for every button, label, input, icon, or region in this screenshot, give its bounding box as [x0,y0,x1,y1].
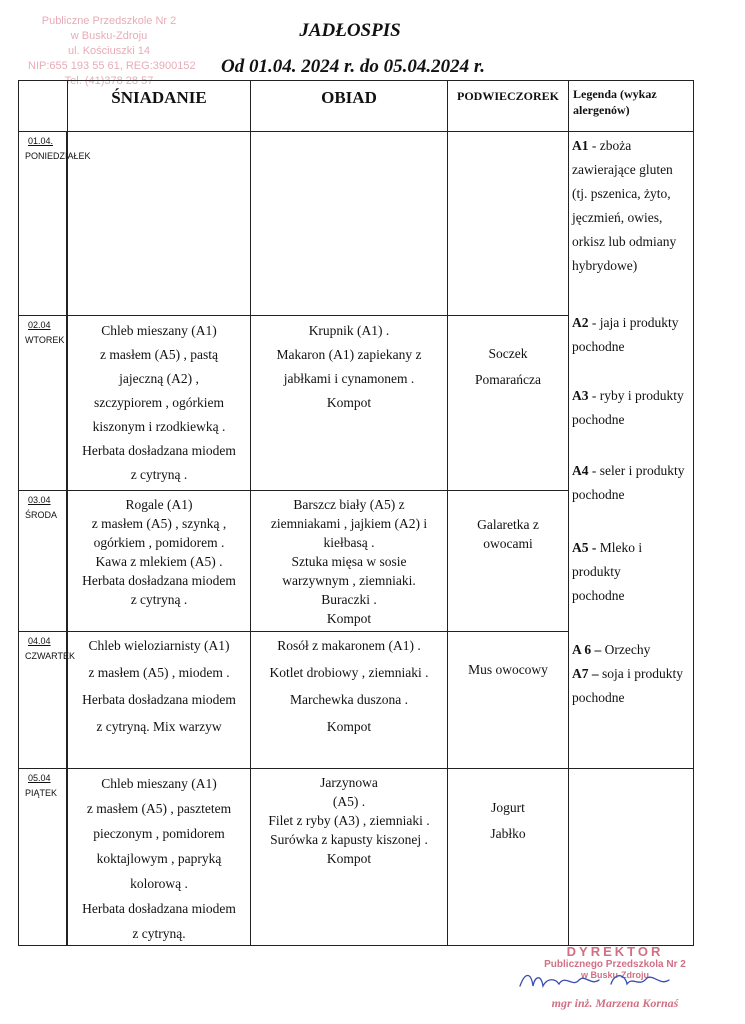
legend-text: - ryby i produkty pochodne [572,388,684,427]
meal-line: jajeczną (A2) , [119,371,199,386]
legend-entry-a1 [572,134,690,278]
meal-line: Herbata dosładzana miodem [82,692,236,707]
day-date: 01.04. [28,136,54,146]
day-date: 02.04 [28,320,51,330]
meal-line: Chleb wieloziarnisty (A1) [88,638,230,653]
stamp-line: mgr inż. Marzena Kornaś [551,996,679,1010]
snack-cell-tuesday [447,315,569,491]
meal-line: Marchewka duszona . [289,692,409,707]
meal-line: z cytryną. [132,926,186,941]
day-cell-monday [18,131,91,316]
legend-text: - jaja i produkty pochodne [572,315,679,354]
legend-entry-a5 [572,536,662,608]
meal-line: Kawa z mlekiem (A5) . [95,554,223,569]
meal-line: Buraczki . [321,592,377,607]
meal-line: ogórkiem , pomidorem . [93,535,225,550]
signature-icon [515,968,675,994]
legend-text: - seler i produkty pochodne [572,463,685,502]
legend-entry-a4 [572,459,690,507]
snack-cell-thursday [447,631,569,769]
header-breakfast: ŚNIADANIE [67,80,251,132]
day-name: ŚRODA [25,510,58,520]
breakfast-cell-tuesday [67,315,251,491]
meal-line: Chleb mieszany (A1) [101,323,217,338]
day-name: PIĄTEK [25,788,58,798]
stamp-line: DYREKTOR [566,944,664,959]
meal-line: (A5) . [332,794,366,809]
legend-entry-a6 [572,638,690,662]
legend-code: A2 [572,315,589,330]
stamp-line: w Busku-Zdroju [70,30,148,42]
day-cell-wednesday [18,490,67,632]
breakfast-cell-thursday [67,631,251,769]
meal-line: Herbata dosładzana miodem [82,443,236,458]
meal-line: Jarzynowa [320,775,378,790]
meal-line: Herbata dosładzana miodem [82,573,236,588]
meal-line: z masłem (A5) , pasztetem [86,801,232,816]
meal-line: Jabłko [490,826,526,841]
lunch-cell-friday [250,768,448,946]
meal-line: z cytryną . [130,467,188,482]
meal-line: koktajlowym , papryką [96,851,222,866]
day-name: PONIEDZIAŁEK [25,151,91,161]
stamp-line: w Busku-Zdroju [581,970,649,980]
legend-entry-a2 [572,311,690,359]
stamp-line: ul. Kościuszki 14 [68,45,150,57]
lunch-cell-wednesday [250,490,448,632]
legend-text: Orzechy [601,642,651,657]
stamp-line: Tel. (41)378 28 57 [64,75,154,87]
meal-line: Filet z ryby (A3) , ziemniaki . [268,813,430,828]
meal-line: Jogurt [491,800,525,815]
meal-line: Makaron (A1) zapiekany z [276,347,422,362]
meal-line: Kompot [326,719,372,734]
breakfast-cell-wednesday [67,490,251,632]
legend-code: A5 - [572,540,597,555]
meal-line: Galaretka z [477,517,539,532]
date-range: Od 01.04. 2024 r. do 05.04.2024 r. [221,56,485,77]
day-name: CZWARTEK [25,651,76,661]
meal-line: Kompot [326,851,372,866]
breakfast-cell-friday [67,768,251,946]
meal-line: warzywnym , ziemniaki. [282,573,416,588]
meal-line: z cytryną. Mix warzyw [96,719,222,734]
day-cell-thursday [18,631,76,769]
meal-line: Krupnik (A1) . [308,323,390,338]
meal-line: Kompot [326,611,372,626]
day-cell-friday [18,768,67,946]
meal-line: kolorową . [130,876,188,891]
header-snack: PODWIECZOREK [447,80,569,132]
meal-line: owocami [483,536,533,551]
lunch-cell-thursday [250,631,448,769]
meal-line: Surówka z kapusty kiszonej . [270,832,428,847]
day-date: 04.04 [28,636,51,646]
meal-line: szczypiorem , ogórkiem [93,395,225,410]
meal-line: z masłem (A5) , szynką , [91,516,227,531]
meal-line: Herbata dosładzana miodem [82,901,236,916]
meal-line: ziemniakami , jajkiem (A2) i [270,516,428,531]
snack-cell-friday [447,768,569,946]
meal-line: z cytryną . [130,592,188,607]
meal-line: Mus owocowy [468,662,548,677]
meal-line: Rosół z makaronem (A1) . [277,638,421,653]
day-date: 03.04 [28,495,51,505]
day-cell-tuesday [18,315,67,491]
legend-entry-a7 [572,662,690,710]
breakfast-cell-monday [67,131,251,316]
meal-line: Pomarańcza [475,372,541,387]
meal-line: Kompot [326,395,372,410]
meal-line: Chleb mieszany (A1) [101,776,217,791]
legend-entry-a3 [572,384,690,432]
day-name: WTOREK [25,335,65,345]
day-date: 05.04 [28,773,51,783]
stamp-line: Publicznego Przedszkola Nr 2 [544,959,686,970]
meal-line: Rogale (A1) [125,497,193,512]
stamp-line: Publiczne Przedszkole Nr 2 [41,15,177,27]
legend-code: A3 [572,388,589,403]
legend-code: A1 [572,138,589,153]
meal-line: Soczek [488,346,528,361]
legend-code: A 6 – [572,642,602,657]
header-legend: Legenda (wykaz alergenów) [568,80,694,132]
meal-line: Kotlet drobiowy , ziemniaki . [269,665,429,680]
school-stamp [14,14,204,89]
meal-line: Sztuka mięsa w sosie [291,554,407,569]
snack-cell-monday [447,131,569,316]
legend-text: soja i produkty pochodne [572,666,683,705]
lunch-cell-monday [250,131,448,316]
header-lunch: OBIAD [250,80,448,132]
meal-line: z masłem (A5) , pastą [99,347,219,362]
legend-text: Mleko i produkty pochodne [572,540,643,603]
legend-code: A7 – [572,666,599,681]
meal-line: z masłem (A5) , miodem . [88,665,230,680]
legend-code: A4 [572,463,589,478]
meal-line: jabłkami i cynamonem . [283,371,415,386]
meal-line: kiszonym i rzodkiewką . [92,419,226,434]
legend-column-bottom [568,768,694,946]
meal-line: Barszcz biały (A5) z [293,497,405,512]
page-title: JADŁOSPIS [299,20,401,41]
snack-cell-wednesday [447,490,569,632]
header-blank-cell [18,80,68,132]
meal-line: pieczonym , pomidorem [93,826,225,841]
legend-text: - zboża zawierające gluten (tj. pszenica, żyto, jęczmień, owies, orkisz lub odmiany hybrydowe) [572,138,677,273]
meal-line: kiełbasą . [323,535,375,550]
stamp-line: NIP:655 193 55 61, REG:3900152 [28,60,196,72]
lunch-cell-tuesday [250,315,448,491]
